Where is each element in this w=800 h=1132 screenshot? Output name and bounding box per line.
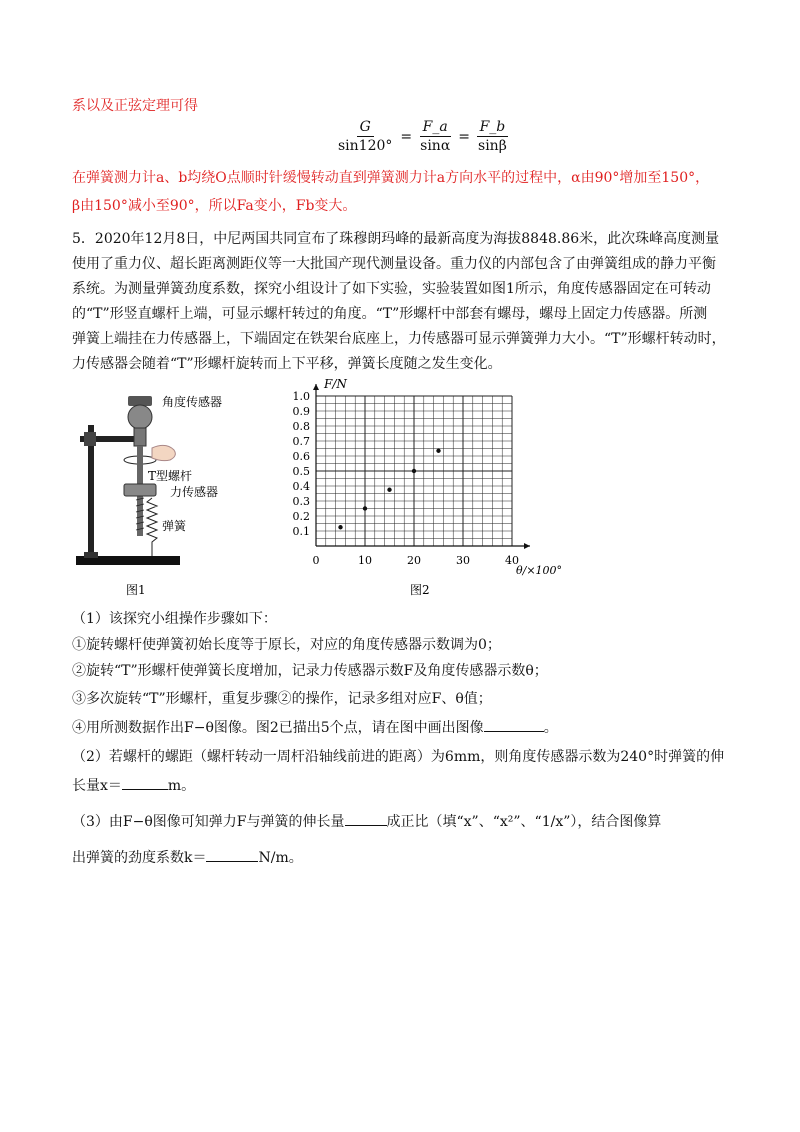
y-tick-label: 0.4 <box>292 480 310 493</box>
x-tick-label: 40 <box>505 554 519 567</box>
answer-blank-extension[interactable] <box>122 775 168 790</box>
question-2-line-1: （2）若螺杆的螺距（螺杆转动一周杆沿轴线前进的距离）为6mm，则角度传感器示数为240°时弹簧的伸 <box>72 749 725 765</box>
answer-blank-stiffness[interactable] <box>206 847 258 862</box>
answer-blank-proportional[interactable] <box>345 811 387 826</box>
problem-line-2: 使用了重力仪、超长距离测距仪等一大批国产现代测量设备。重力仪的内部包含了由弹簧组成的静力平衡 <box>72 256 716 272</box>
data-point <box>387 488 391 492</box>
y-axis-arrow-icon <box>313 384 319 390</box>
solution-intro: 系以及正弦定理可得 <box>72 98 198 114</box>
x-tick-label: 0 <box>312 554 320 567</box>
sine-law-equation: $\frac{G}{\sin 120^\circ}$ = $\frac{F\_a}{\sin\alpha}$ = $\frac{F\_b}{\sin\beta}$ <box>332 118 513 155</box>
question-3-line-2: 出弹簧的劲度系数k＝ N/m。 <box>72 847 303 868</box>
x-tick-label: 10 <box>358 554 372 567</box>
angle-sensor-ball <box>128 405 152 429</box>
y-tick-label: 0.2 <box>292 510 310 523</box>
problem-line-3: 系统。为测量弹簧劲度系数，探究小组设计了如下实验，实验装置如图1所示，角度传感器固定在可转动 <box>72 281 711 297</box>
problem-line-4: 的“T”形竖直螺杆上端，可显示螺杆转过的角度。“T”形螺杆中部套有螺母，螺母上固定力传感器。所测 <box>72 306 708 322</box>
chart-points <box>338 449 440 530</box>
label-t-screw: T型螺杆 <box>148 469 193 483</box>
question-2-line-2: 长量x＝ m。 <box>72 775 195 796</box>
y-tick-label: 0.1 <box>292 525 310 538</box>
data-point <box>338 525 342 529</box>
data-point <box>363 506 367 510</box>
x-axis-arrow-icon <box>524 543 530 549</box>
label-angle-sensor: 角度传感器 <box>162 395 223 409</box>
solution-para-2: β由150°减小至90°，所以Fa变小，Fb变大。 <box>72 198 357 214</box>
y-tick-label: 0.7 <box>292 435 310 448</box>
problem-line-6: 力传感器会随着“T”形螺杆旋转而上下平移，弹簧长度随之发生变化。 <box>72 356 502 372</box>
hand-icon <box>152 445 175 460</box>
data-point <box>412 469 416 473</box>
y-tick-label: 0.6 <box>292 450 310 463</box>
y-tick-label: 0.5 <box>292 465 310 478</box>
answer-blank-graph[interactable] <box>484 717 544 732</box>
y-tick-label: 0.9 <box>292 405 310 418</box>
figure-1-caption: 图1 <box>126 583 146 597</box>
x-tick-label: 20 <box>407 554 421 567</box>
step-1: ①旋转螺杆使弹簧初始长度等于原长，对应的角度传感器示数调为0； <box>72 637 501 653</box>
question-1-title: （1）该探究小组操作步骤如下： <box>72 611 277 627</box>
force-sensor <box>124 484 156 496</box>
data-point <box>436 449 440 453</box>
y-tick-label: 0.3 <box>292 495 310 508</box>
solution-para-1: 在弹簧测力计a、b均绕O点顺时针缓慢转动直到弹簧测力计a方向水平的过程中，α由90°增加至150°， <box>72 170 710 186</box>
problem-line-5: 弹簧上端挂在力传感器上，下端固定在铁架台底座上，力传感器可显示弹簧弹力大小。“T”形螺杆转动时， <box>72 331 726 347</box>
step-3: ③多次旋转“T”形螺杆，重复步骤②的操作，记录多组对应F、θ值； <box>72 691 492 707</box>
y-tick-label: 1.0 <box>292 390 310 403</box>
y-tick-label: 0.8 <box>292 420 310 433</box>
fraction-Fa: $\frac{F\_a}{\sin\alpha}$ <box>420 119 451 154</box>
x-tick-label: 30 <box>456 554 470 567</box>
spring <box>147 498 157 556</box>
fraction-G: $\frac{G}{\sin 120^\circ}$ <box>338 119 393 154</box>
figure-1-apparatus <box>66 380 266 600</box>
question-3-line-1: （3）由F−θ图像可知弹力F与弹簧的伸长量 成正比（填“x”、“x²”、“1/x”），结合图像算 <box>72 811 661 832</box>
label-force-sensor: 力传感器 <box>170 485 219 499</box>
problem-line-1: 5．2020年12月8日，中尼两国共同宣布了珠穆朗玛峰的最新高度为海拔8848.86米，此次珠峰高度测量 <box>72 231 720 247</box>
step-2: ②旋转“T”形螺杆使弹簧长度增加，记录力传感器示数F及角度传感器示数θ； <box>72 663 548 679</box>
figure-2-chart <box>280 372 590 600</box>
figure-2-caption: 图2 <box>410 583 430 597</box>
x-axis-label: θ/×100° <box>516 564 563 577</box>
label-spring: 弹簧 <box>162 519 187 533</box>
fraction-Fb: $\frac{F\_b}{\sin\beta}$ <box>478 119 507 154</box>
step-4: ④用所测数据作出F−θ图像。图2已描出5个点，请在图中画出图像 。 <box>72 717 558 738</box>
y-axis-label: F/N <box>324 377 347 391</box>
